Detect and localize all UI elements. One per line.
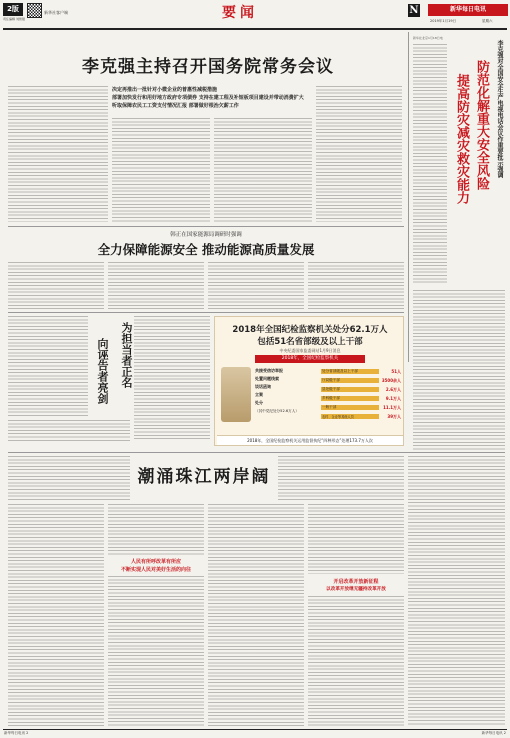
qr-code-icon [27,3,42,18]
pearl-subhead-4: 以改革开放继无疆持改革开放 [326,587,386,592]
pearl-column-3 [208,504,304,726]
pearl-top-rule [8,452,505,453]
infographic [214,316,404,446]
issue-date: 2019年1月19日 [430,19,457,23]
cadre-row [321,367,401,376]
infographic-title-1: 2018年全国纪检监察机关处分62.1万人 [232,325,388,335]
issue-weekday: 星期六 [482,19,493,23]
pearl-subhead-2: 不断实现人民对美好生活的向往 [120,567,191,573]
energy-column-3 [208,262,304,310]
cadre-row [321,394,401,403]
cadre-value: 39万人 [387,413,401,419]
commentary-left-text [8,316,88,416]
energy-column-2 [108,262,204,310]
infographic-title-2: 包括51名省部级及以上干部 [257,337,363,347]
pearl-subhead-3: 开启改革开放新征程 [333,579,379,585]
pearl-subhead-1: 人民有所呼改革有所应 [130,559,181,565]
pearl-intro-right [278,456,404,500]
footer-right: 新华每日电讯 2 [481,731,506,735]
cadre-value: 9.1万人 [385,395,401,401]
right-column-rule [408,32,409,362]
stat-label: （其中党纪处分52.6万人） [255,409,299,413]
cadre-value: 11.1万人 [383,404,401,410]
infographic-right-list [321,367,401,421]
energy-kicker: 韩正在国家能源局调研时强调 [170,232,242,238]
deck-bullet-3: 听取保障农民工工资支付情况汇报 部署做好根治欠薪工作 [112,103,239,109]
stat-label: 处分 [255,400,263,405]
stat-label: 立案 [255,392,263,397]
lead-column-3 [214,118,312,222]
cadre-value: 3500余人 [381,377,401,383]
cadre-label: 乡科级干部 [321,396,379,401]
paper-logo-icon: N [409,5,419,16]
paper-name: 新华每日电讯 [428,4,508,16]
pearl-column-2b [108,576,204,726]
stat-label: 处置问题线索 [255,376,279,381]
stat-label: 谈话函询 [255,384,271,389]
lead-deck [112,86,312,110]
lead-column-1 [8,86,108,222]
vertical-title-2: 提高防灾减灾救灾能力 [454,74,469,204]
cadre-label: 厅局级干部 [321,378,379,383]
deck-bullet-1: 决定再推出一批针对小微企业的普惠性减税措施 [112,87,218,93]
commentary-column-1 [134,316,210,440]
energy-column-4 [308,262,404,310]
side-byline: 新华社北京1月18日电 [413,36,443,40]
masthead-rule [3,28,507,30]
cadre-label: 县处级干部 [321,387,379,392]
stat-label: 共接受信访举报 [255,368,283,373]
commentary-top-rule [8,312,404,313]
infographic-left-list [255,367,317,415]
pearl-column-5 [408,456,505,726]
side-column-text [413,44,447,284]
vertical-title-1: 防范化解重大安全风险 [474,60,489,190]
cadre-label: 农村、企业等其他人员 [321,414,379,419]
energy-column-1 [8,262,104,310]
section-title: 要闻 [222,5,258,21]
cadre-row [321,403,401,412]
deck-bullet-2: 部署加快发行和用好地方政府专项债券 支持在建工程及补短板项目建设并带动消费扩大 [112,95,304,101]
commentary-title-2: 向诬告者亮剑 [96,338,109,404]
pearl-column-4b [308,596,404,726]
side-bottom-text [413,290,505,450]
energy-headline: 全力保障能源安全 推动能源高质量发展 [97,242,315,257]
pearl-column-1 [8,504,104,726]
pearl-headline: 潮涌珠江两岸阔 [137,467,271,487]
commentary-column-2 [8,420,130,442]
lead-headline: 李克强主持召开国务院常务会议 [82,57,334,77]
cadre-value: 2.6万人 [385,386,401,392]
pearl-column-4a [308,504,404,574]
pearl-column-2a [108,504,204,556]
cadre-row [321,412,401,421]
pearl-intro-text [8,456,130,500]
page-editor-note: 责任编辑 刘智强 [3,17,25,21]
cadre-label: 一般干部 [321,405,379,410]
infographic-source: 中央纪委国家监委网站1月9日消息 [279,348,341,353]
lead-column-4 [316,86,402,222]
page-number-block: 2版 [3,3,23,16]
commentary-title-1: 为担当者正名 [120,322,133,388]
infographic-footer: 2018年，全国纪检监察机关运用监督执纪“四种形态”处理173.7万人次 [217,435,403,445]
footer-rule [3,729,507,730]
infographic-banner: 2018年，全国纪检监察机关 [255,355,365,363]
cadre-label: 处分省部级及以上干部 [321,369,379,374]
footer-left: 新华每日电讯 2 [4,731,29,735]
cadre-row [321,376,401,385]
lead-column-2 [112,118,210,222]
side-kicker: 李克强对全国安全生产电视电话会议作重要批示强调 [496,40,503,178]
cadre-value: 51人 [391,368,401,374]
energy-top-rule [8,226,404,227]
app-caption: 新华社客户端 [44,10,68,15]
infographic-illustration [221,367,251,422]
cadre-row [321,385,401,394]
